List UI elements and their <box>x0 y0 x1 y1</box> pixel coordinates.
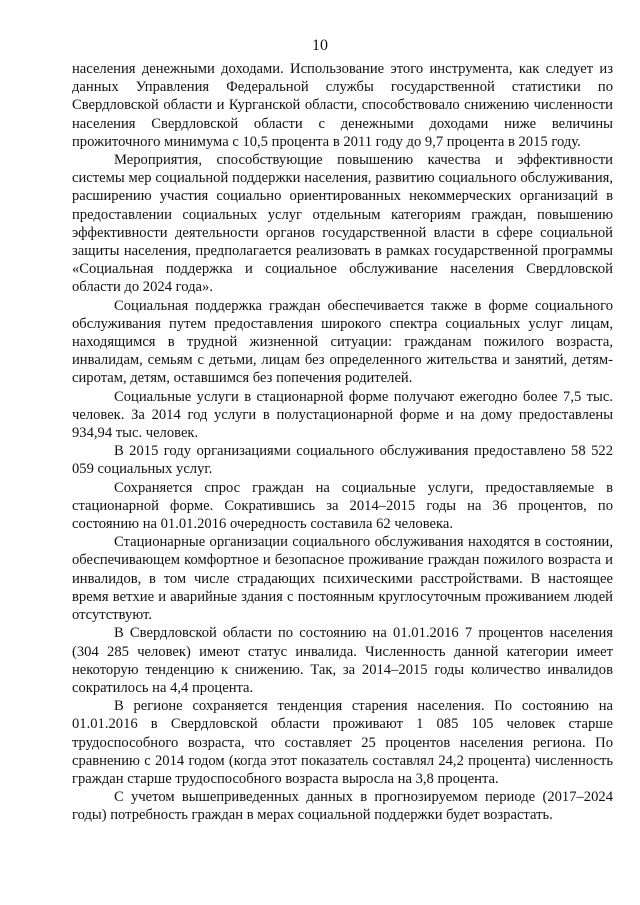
paragraph: В Свердловской области по состоянию на 01.01.2016 7 процентов населения (304 285 человек) имеют статус инвалида. Численность данной категории имеет некоторую тенденцию к снижению. Так, за 2014–2015 годы количество инвалидов сократилось на 4,4 процента. <box>72 625 613 696</box>
paragraph: Стационарные организации социального обслуживания находятся в состоянии, обеспечивающем комфортное и безопасное проживание граждан пожилого возраста и инвалидов, в том числе страдающих психическими расстройствами. В настоящее время ветхие и аварийные здания с постоянным круглосуточным проживанием людей отсутствуют. <box>72 534 613 624</box>
paragraph: Мероприятия, способствующие повышению качества и эффективности системы мер социальной поддержки населения, развитию социального обслуживания, расширению участия социально ориентированных некоммерческих организаций в предоставлении социальных услуг отдельным категориям граждан, повышению эффективности деятельности органов государственной власти в сфере социальной защиты населения, предполагается реализовать в рамках государственной программы «Социальная поддержка и социальное обслуживание населения Свердловской области до 2024 года». <box>72 152 613 296</box>
document-body <box>72 60 613 825</box>
paragraph: Социальные услуги в стационарной форме получают ежегодно более 7,5 тыс. человек. За 2014 год услуги в полустационарной форме и на дому предоставлены 934,94 тыс. человек. <box>72 388 613 442</box>
paragraph: Социальная поддержка граждан обеспечивается также в форме социального обслуживания путем предоставления широкого спектра социальных услуг лицам, находящимся в трудной жизненной ситуации: гражданам пожилого возраста, инвалидам, семьям с детьми, лицам без определенного жительства и занятий, детям-сиротам, детям, оставшимся без попечения родителей. <box>72 297 613 387</box>
paragraph-continuation: населения денежными доходами. Использование этого инструмента, как следует из данных Управления Федеральной службы государственной статистики по Свердловской области и Курганской области, способствовало снижению численности населения Свердловской области с денежными доходами ниже величины прожиточного минимума с 10,5 процента в 2011 году до 9,7 процента в 2015 году. <box>72 61 613 150</box>
paragraph: Сохраняется спрос граждан на социальные услуги, предоставляемые в стационарной форме. Сократившись за 2014–2015 годы на 36 процентов, по состоянию на 01.01.2016 очередность составила 62 человека. <box>72 479 613 533</box>
paragraph: С учетом вышеприведенных данных в прогнозируемом периоде (2017–2024 годы) потребность граждан в мерах социальной поддержки будет возрастать. <box>72 789 613 824</box>
paragraph: В регионе сохраняется тенденция старения населения. По состоянию на 01.01.2016 в Свердловской области проживают 1 085 105 человек старше трудоспособного возраста, что составляет 25 процентов населения региона. По сравнению с 2014 годом (когда этот показатель составлял 24,2 процента) численность граждан старше трудоспособного возраста выросла на 3,8 процента. <box>72 698 613 787</box>
page-number: 10 <box>312 37 328 54</box>
paragraph: В 2015 году организациями социального обслуживания предоставлено 58 522 059 социальных услуг. <box>72 443 613 478</box>
